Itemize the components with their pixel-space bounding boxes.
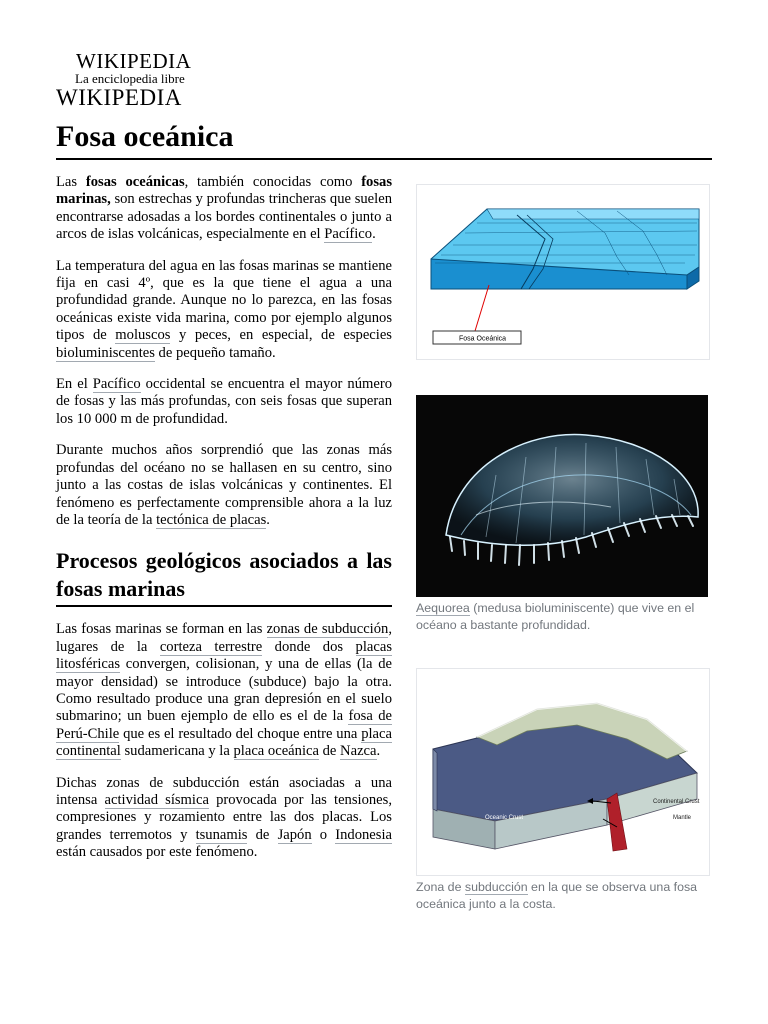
figure-trench-diagram (416, 184, 710, 360)
figure-jellyfish (416, 395, 710, 634)
logo-wordmark-bottom: WIKIPEDIA (56, 85, 182, 110)
link-pacifico[interactable]: Pacífico (92, 376, 141, 393)
logo-tagline: La enciclopedia libre (75, 71, 185, 86)
link-corteza-terrestre[interactable]: corteza terrestre (159, 638, 263, 655)
subduction-svg (417, 669, 709, 875)
wikipedia-logo[interactable] (56, 50, 206, 110)
link-pacifico[interactable]: Pacífico (324, 226, 373, 243)
link-fosa-peru-chile[interactable]: fosa de Perú-Chile (56, 708, 392, 742)
trench-label: Fosa Oceánica (459, 335, 507, 343)
trench-diagram-svg (417, 185, 709, 359)
bold-term: fosas marinas, (56, 174, 392, 208)
link-tectonica-de-placas[interactable]: tectónica de placas (156, 511, 267, 528)
page-title: Fosa oceánica (56, 118, 712, 160)
link-tsunamis[interactable]: tsunamis (195, 826, 248, 843)
caption-link-subduccion[interactable]: subducción (464, 880, 528, 894)
section-paragraph-2: Dichas zonas de subducción están asociadas a una intensa actividad sísmica provocada por las tensiones, compresiones y rozamiento entre las dos placas. Los grandes terremotos y tsunamis de Japón o Indonesia están causados por este fenómeno. (56, 774, 392, 861)
section-heading: Procesos geológicos asociados a las fosas marinas (56, 547, 392, 607)
link-indonesia[interactable]: Indonesia (335, 826, 392, 843)
link-placa-continental[interactable]: placa continental (56, 725, 392, 760)
intro-paragraph-4: Durante muchos años sorprendió que las zonas más profundas del océano no se hallasen en su centro, sino junto a las costas de islas volcánicas y continentes. El fenómeno es perfectamente comprensible ahora a la luz de la teoría de la tectónica de placas. (56, 442, 392, 528)
caption-link-aequorea[interactable]: Aequorea (416, 601, 470, 615)
jellyfish-caption: Aequorea (medusa bioluminiscente) que vive en el océano a bastante profundidad. (416, 601, 695, 632)
link-moluscos[interactable]: moluscos (115, 327, 171, 344)
link-placas-litosfericas[interactable]: placas litosféricas (56, 638, 392, 673)
label-mantle: Mantle (673, 815, 692, 821)
intro-paragraph-1: Las fosas oceánicas, también conocidas como fosas marinas, son estrechas y profundas trincheras que suelen encontrarse adosadas a los bordes continentales o junto a arcos de islas volcánicas, especialmente en el Pacífico. (56, 174, 392, 243)
article-body (56, 174, 392, 876)
intro-paragraph-2: La temperatura del agua en las fosas marinas se mantiene fija en casi 4º, que es la que tiene el agua a una profundidad grande. Aunque no lo parezca, en las fosas oceánicas existe vida marina, como por ejemplo algunos tipos de moluscos y peces, en especial, de especies bioluminiscentes de pequeño tamaño. (56, 257, 392, 361)
link-bioluminiscentes[interactable]: bioluminiscentes (56, 344, 155, 361)
section-paragraph-1: Las fosas marinas se forman en las zonas de subducción, lugares de la corteza terrestre donde dos placas litosféricas convergen, colisionan, y una de ellas (la de mayor densidad) se introduce (subduce) bajo la otra. Como resultado produce una gran depresión en el suelo submarino; un buen ejemplo de ello es el de la fosa de Perú-Chile que es el resultado del choque entre una placa continental sudamericana y la placa oceánica de Nazca. (56, 621, 392, 760)
bold-term: fosas oceánicas (85, 174, 185, 190)
trench-diagram-image[interactable] (416, 184, 710, 360)
link-japon[interactable]: Japón (277, 826, 312, 843)
intro-paragraph-3: En el Pacífico occidental se encuentra el mayor número de fosas y las más profundas, con seis fosas que superan los 10 000 m de profundidad. (56, 376, 392, 427)
label-continental-crust: Continental Crust (653, 799, 700, 805)
link-actividad-sismica[interactable]: actividad sísmica (104, 791, 209, 808)
figure-subduction (416, 668, 710, 913)
subduction-image[interactable] (416, 668, 710, 876)
logo-wordmark-top: WIKIPEDIA (76, 49, 192, 73)
label-oceanic-crust: Oceanic Crust (485, 815, 524, 821)
link-nazca[interactable]: Nazca (340, 743, 377, 760)
jellyfish-image[interactable] (416, 395, 708, 597)
link-zonas-de-subduccion[interactable]: zonas de subducción (266, 621, 389, 638)
link-placa-oceanica[interactable]: placa oceánica (233, 743, 319, 760)
subduction-caption: Zona de subducción en la que se observa una fosa oceánica junto a la costa. (416, 880, 698, 911)
jellyfish-svg (416, 395, 708, 597)
